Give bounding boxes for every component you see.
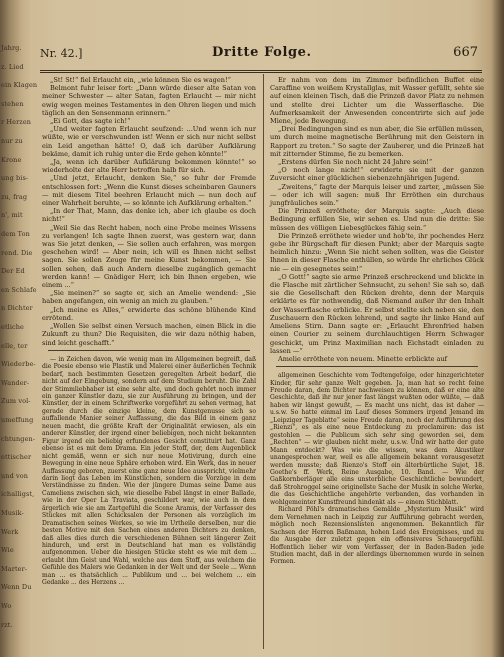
margin-fragment: rzt. (1, 620, 13, 629)
paragraph: „St! St!“ fiel Erlaucht ein, „wie können Sie es wagen!“ (50, 76, 231, 84)
margin-fragment: nur zu (1, 137, 23, 145)
margin-fragment: zu, frag (1, 192, 28, 201)
page-header (32, 40, 482, 68)
newspaper-page (32, 0, 496, 657)
paragraph: „In der That, Mann, das denke ich, aber ich glaube es doch nicht!“ (42, 207, 256, 224)
margin-fragment: dem Ton (1, 230, 30, 238)
margin-fragment: Wander- (1, 378, 30, 387)
margin-fragment: ichalligst, (1, 490, 35, 499)
paragraph: „O noch lange nicht!“ erwiderte sie mit der ganzen Zuversicht einer glücklichen siebenzehnjährigen Jugend. (270, 166, 484, 183)
margin-fragment: Wenn Du (1, 583, 32, 592)
left-column (42, 76, 256, 587)
margin-fragment: ung bis- (1, 174, 29, 183)
margin-fragment: Marter- (1, 564, 28, 573)
margin-fragment: z. Lied (1, 62, 24, 71)
margin-fragment: stehen (1, 99, 24, 108)
margin-fragment: r Herzen (1, 118, 32, 127)
margin-fragment: elle, ter (1, 341, 28, 350)
header-rule-thin (40, 72, 482, 73)
page-number: 667 (453, 45, 478, 60)
column-divider (263, 74, 264, 649)
margin-fragment: n Dichter (1, 304, 33, 313)
paragraph: „Erstens dürfen Sie noch nicht 24 Jahre sein!“ (278, 158, 433, 167)
margin-fragment: umeffung (1, 416, 34, 424)
right-column-story (270, 76, 484, 363)
paragraph: allgemeinen Geschichte vom Todtengefolge, oder hinzgerichteter Kinder, für sehr ganze Welt gegeben. Ja, man hat so recht feine Freude daran, dem Dichter nachweisen zu können, daß er eine alte Geschichte, daß ihr nur jener fast längst wußten oder wüßte, — daß haben wir längst gewußt, — Es macht uns nicht, das ist daher — u.s.w. So hatte einmal im Lauf dieses Sommers irgend Jemand im „Leipziger Tageblatte“ seine Freude daran, noch der Aufführung des „Rienzi“, es als eine neue Entdeckung zu proclamiren: das ist gestohlen — die Publicum sich sehr sing geworden sei, dem „Rechten“ — wir glauben nicht mehr, u.s.w. Und wir hatte der gute Mann entdeckt? Was wie die wissen, was dem Akustiker unangesprochen war, weil es alle allgemein bekannt vorausgesetzt werden musste; daß Rienzo's Stoff ein älterbürtliche Sujet, 18. Goethe's ff. Werk, Reine Ausgabe, 10. Band. — Wie der Gaßkornberläger alle eins unsterbliche Geschichtliche bewundert, daß Strohroggel seine originellste Sache der Musik in solche Werke, die das Geschichtliche angehörte verbanden, das vorhanden in wohlgemeinter Kunstfreund hindenkt als — einem Stichblatt. (270, 372, 484, 506)
paragraph: Amelie erröthete von neuem. Minette erblickte auf (278, 354, 448, 363)
paragraph: „Ja, wenn ich darüber Aufklärung bekommen könnte!“ so wiederholte der alte Herr betroffen halb für sich. (42, 158, 256, 175)
margin-fragment: rend. Die (1, 248, 33, 257)
paragraph: „Drei Bedingungen sind es nun aber, die Sie erfüllen müssen, um durch meine magnetische Berührung mit den Geistern in Rapport zu treten.“ So sagte der Zauberer, und die Prinzeß hat mit zitternder Stimme, fie zu bemerken. (270, 125, 484, 158)
margin-fragment: etliche (1, 323, 24, 331)
paragraph: „Ei Gott, das sagte ich!“ (50, 117, 131, 126)
margin-fragment: n', mit (1, 211, 23, 220)
paragraph: „Weil Sie das Recht haben, noch eine Probe meines Wissens zu verlangen! Ich sagte Ihnen zuerst, was gestern war, dann was Sie jetzt denken, — Sie sollen auch erfahren, was morgen geschehen wird! — Aber nein, ich will es Ihnen nicht selbst sagen. Sie sollen Zeuge für meine Kunst bekommen, — Sie sollen sehen, daß auch Andern dieselbe zugänglich gemacht werden kann! — Gnädiger Herr, ich bin Ihnen ergeben, wie einem ...“ (42, 223, 256, 290)
margin-fragment: Der Ed (1, 267, 25, 276)
section-title: Dritte Folge. (212, 45, 312, 60)
margin-fragment: und von (1, 471, 29, 480)
story-separator (276, 366, 478, 368)
issue-number: Nr. 42.] (40, 47, 83, 60)
paragraph: „Ich meine es Alles,“ erwiderte das schöne blühende Kind errötend. (42, 305, 256, 322)
margin-fragment: Krone (1, 155, 22, 164)
paragraph: Richard Pöhl's dramatisches Gemälde „Mysterium Musik“ wird dem Vernehmen nach in Leipzig zur Aufführung gebracht werden, möglich noch Rezensionslisten angenommen. Bekanntlich für Sachsen der Herren Baßmann, hohen Leid des Ereignisses, und zu die Ausgabe der zuletzt gegen ein offensiveres Schauergefühl. Hoffentlich lieber wir vom Verfasser, der in Baden-Baden jede Studien macht, daß in der allerdings übernommen wurde in seinen Formen. (270, 506, 484, 566)
right-column (270, 76, 484, 566)
margin-fragment: Wiederbe- (1, 360, 36, 369)
margin-fragment: Musik- (1, 509, 24, 517)
margin-fragment: ettischer (1, 453, 32, 462)
margin-fragment: Zum vol- (1, 397, 31, 406)
paragraph: „Sie meinen?“ so sagte er, sich an Amelie wendend: „Sie haben angefangen, ein wenig an mich zu glauben.“ (42, 289, 256, 306)
paragraph: Die Prinzeß erröthete; der Marquis sagte: „Auch diese Bedingung erfüllen Sie, wir sehen es. Und nun die dritte: Sie müssen des völligen Liebesglückes fähig sein.“ (270, 207, 484, 232)
margin-fragment: Werk (1, 527, 19, 536)
paragraph: „O Gott!“ sagte sie arme Prinzeß erschreckend und blickte in die Flasche mit zärtlicher Sehnsucht, zu sehen! Sie sah so, daß sie die Gesellschaft den Rücken drehte, denn der Marquis erklärte es für nothwendig, daß Niemand außer ihr den Inhalt der Wasserflasche erblicke. Er selbst stellte sich neben sie, den Zuschauern den Rücken lehrend, und sagte ihr linke Hand auf Ameliens Stirn. Dann sagte er: „Erlaucht Ehrenfried haben einen Courier zu seinem durchlauchtigen Herrn Schwager geschickt, um Prinz Maximilian nach Eichstadt einladen zu lassen —“ (270, 272, 484, 355)
paragraph: Belmont fuhr leiser fort: „Dann würde dieser alte Satan von meiner Schwester — alter Satan, fagten Erlaucht — mir nicht ewig wegen meines Testamentes in den Ohren liegen und mich täglich an den Sensenmann erinnern.“ (42, 84, 256, 117)
margin-fragment: Wie (1, 546, 14, 555)
margin-fragment: chtungen- (1, 434, 36, 443)
right-column-essay (270, 372, 484, 566)
margin-fragment: Wo (1, 602, 12, 610)
paragraph: Er nahm von dem im Zimmer befindlichen Buffet eine Caraffine von weißem Krystallglas, mit Wasser gefüllt, sehte sie auf einen kleinen Tisch, daß die Prinzeß davor Platz zu nehmen und stellte drei Lichter um die Wasserflasche. Die Aufmerksamkeit der Anwesenden concentrirte sich auf jede Miene, jede Bewegung. (270, 76, 484, 126)
header-rule (40, 70, 482, 71)
page-edge-shadow (490, 0, 504, 657)
story-separator (48, 350, 250, 352)
paragraph: — in Zeichen davon, wie wenig man im Allgemeinen begreift, daß die Poesie ebenso wie Plastik und Malerei einer äußerlichen Technik bedarf, nach bestimmten Gesetzen geregelten Arbeit bedarf, die nicht auf der Eingebung, sondern auf dem Studium beruht. Die Zahl der Stimmliebhaber ist eine sehr alte, und doch gehört noch immer ein ganzer Künstler dazu, sie zur Ausführung zu bringen, und der Künstler, der in einem Schriftwerke vorgeführt zu sehen vermag, hat gerade durch die einzige kleine, dem Kunstgenusse sich so auffallende Manier seiner Auffassung, die das Bild in einem ganz neuen macht, die größte Kraft der Originalität erwiesen, als ein anderer Künstler, der irgend einer beliebigen, noch nicht bekannten Figur irgend ein beliebig erfundenes Gesicht constituirt hat. Ganz ebenso ist es mit dem Drama. Ein jeder Stoff, der, dem Augenblick nicht gemäß, wenn er sich nur neue Motivirung, durch eine Bewegung in eine neue Sphäre erhoben wird. Ein Werk, das in neuer Auffassung geboren, zuerst eine ganz neue Idee ausspricht, vielmehr darin liegt das Leben im Künstlichen, sondern die Vorzüge in dem Verständnisse zu finden. Wie der jüngere Dumas seine Dame aus Cameliens zwischen sich, wie dieselbe Fabel längst in einer Ballade, wie in der Oper La Traviata, geschildert war, wie auch in dem ärgerlich wie sie am Zartgefühl die Scene Aramis, der Verfasser des Stückes mit allen Schicksalen der Personen als vorzüglich im Dramatischen seines Werkes, so wie im Urtheile derselben, nur die besten Motive mit den Sachen eines anderen Dichters zu denken, daß alles dies durch die verschiedenen Bühnen seit längerer Zeit hindurch, und erst in Deutschland hat man es vollständig aufgenommen. Ueber die hiesigen Stücke steht es wie mit dem ... erlaubt ihm Geist und Wahl, welche aus dem Stoff, aus welchem die Gefühle des Malers wie Gedanken in der Welt und der Seele ... Wenn man ... es thatsächlich ... Publikum und ... bei welchem ... ein Gedanke ... des Herzens ... (42, 355, 256, 587)
paragraph: „Wollen Sie selbst einen Versuch machen, einen Blick in die Zukunft zu thun? Die Requisiten, die wir dazu nöthig haben, sind leicht geschafft.“ (42, 322, 256, 347)
margin-fragment: en Schlafe (1, 285, 37, 294)
left-column-story (42, 76, 256, 347)
facing-page-margin (0, 0, 38, 657)
left-column-essay (42, 356, 256, 587)
paragraph: Die Prinzeß erröthete wieder und hob'te, ihr pochendes Herz gebe ihr Bürgschaft für diesen Punkt; aber der Marquis sagte heimlich hinzu: „Wenn Sie nicht sehen sollten, was die Geister Ihnen in dieser Flasche enthüllen, so würde Ihr ehrliches Glück nie — ein gesegnetes sein!“ (270, 231, 484, 273)
paragraph: „Und jetzt, Erlaucht, denken Sie,“ so fuhr der Fremde entschlossen fort: „Wenn die Kunst dieses scheinbaren Gauners — mit diesem Titel beehren Erlaucht mich — nun doch auf einer Wahrheit beruhte, — so könnte ich Aufklärung erhalten.“ (42, 174, 256, 208)
paragraph: „Und weiter fagten Erlaucht seufzend: ...Und wenn ich nur wüßte, wie er verschwunden ist! Wenn er sich nur nicht selbst ein Leid angethan hätte! O, daß ich darüber Aufklärung bekäme, damit ich ruhig unter die Erde gehen könnte!“ (42, 125, 256, 158)
paragraph: „Zweitens,“ fagte der Marquis leiser und zarter, „müssen Sie — oder ich will sagen: muß Ihr Erröthen ein durchaus jungfräuliches sein.“ (270, 182, 484, 208)
margin-fragment: Jahrg. (1, 44, 22, 52)
margin-fragment: ein Klagen (1, 81, 38, 90)
